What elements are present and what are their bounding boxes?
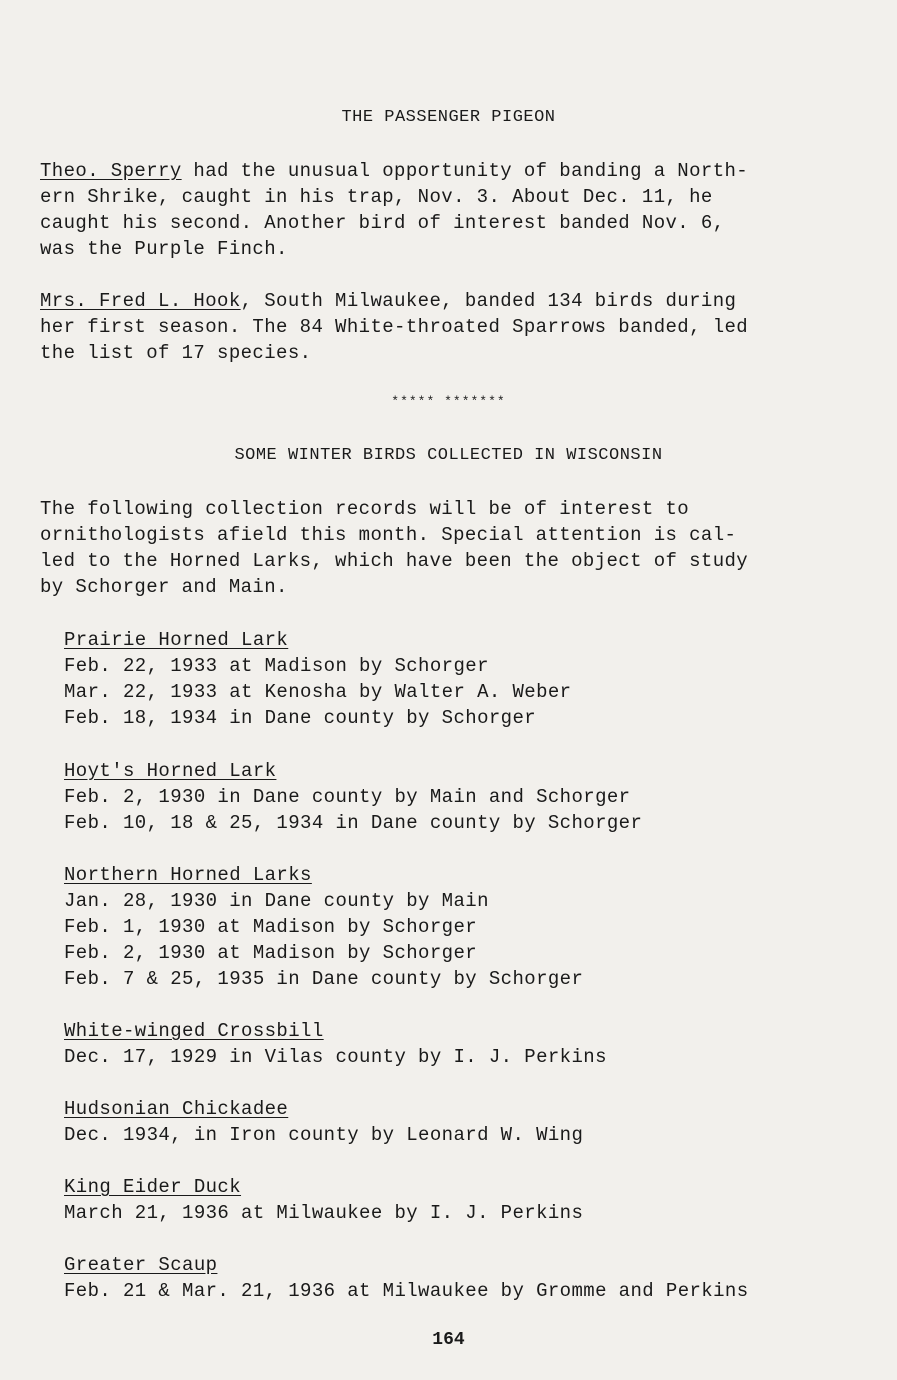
para1-line-4: was the Purple Finch. — [40, 238, 288, 260]
page-number: 164 — [432, 1330, 465, 1350]
species-heading: Greater Scaup — [64, 1254, 218, 1276]
para1-line-1: Theo. Sperry had the unusual opportunity of banding a North- — [40, 160, 749, 182]
species-heading: King Eider Duck — [64, 1176, 242, 1198]
para3-line-4: by Schorger and Main. — [40, 576, 288, 598]
species-heading: Hudsonian Chickadee — [64, 1098, 289, 1120]
para2-line-2: her first season. The 84 White-throated Sparrows banded, led — [40, 316, 749, 338]
section-divider: ***** ******* — [391, 394, 506, 409]
para3-line-3: led to the Horned Larks, which have been the object of study — [40, 550, 749, 572]
record-line: Feb. 18, 1934 in Dane county by Schorger — [64, 707, 537, 729]
name-hook: Mrs. Fred L. Hook — [40, 290, 241, 312]
species-heading: Northern Horned Larks — [64, 864, 312, 886]
record-line: Feb. 2, 1930 at Madison by Schorger — [64, 942, 478, 964]
record-line: Feb. 21 & Mar. 21, 1936 at Milwaukee by Gromme and Perkins — [64, 1280, 749, 1302]
record-line: Feb. 1, 1930 at Madison by Schorger — [64, 916, 478, 938]
record-line: March 21, 1936 at Milwaukee by I. J. Perkins — [64, 1202, 584, 1224]
page-title: THE PASSENGER PIGEON — [341, 108, 556, 127]
para2-line-1: Mrs. Fred L. Hook, South Milwaukee, banded 134 birds during — [40, 290, 737, 312]
record-line: Dec. 1934, in Iron county by Leonard W. Wing — [64, 1124, 584, 1146]
species-heading: Hoyt's Horned Lark — [64, 760, 277, 782]
record-line: Feb. 2, 1930 in Dane county by Main and Schorger — [64, 786, 631, 808]
para3-line-2: ornithologists afield this month. Special attention is cal- — [40, 524, 737, 546]
record-line: Feb. 10, 18 & 25, 1934 in Dane county by Schorger — [64, 812, 643, 834]
para1-line-3: caught his second. Another bird of interest banded Nov. 6, — [40, 212, 725, 234]
record-line: Jan. 28, 1930 in Dane county by Main — [64, 890, 489, 912]
species-heading: Prairie Horned Lark — [64, 629, 289, 651]
para3-line-1: The following collection records will be of interest to — [40, 498, 690, 520]
name-sperry: Theo. Sperry — [40, 160, 182, 182]
record-line: Dec. 17, 1929 in Vilas county by I. J. Perkins — [64, 1046, 607, 1068]
record-line: Feb. 22, 1933 at Madison by Schorger — [64, 655, 489, 677]
record-line: Mar. 22, 1933 at Kenosha by Walter A. Weber — [64, 681, 572, 703]
para1-line-2: ern Shrike, caught in his trap, Nov. 3. About Dec. 11, he — [40, 186, 713, 208]
species-heading: White-winged Crossbill — [64, 1020, 324, 1042]
section-title: SOME WINTER BIRDS COLLECTED IN WISCONSIN — [234, 446, 663, 465]
record-line: Feb. 7 & 25, 1935 in Dane county by Schorger — [64, 968, 584, 990]
para2-line-3: the list of 17 species. — [40, 342, 312, 364]
